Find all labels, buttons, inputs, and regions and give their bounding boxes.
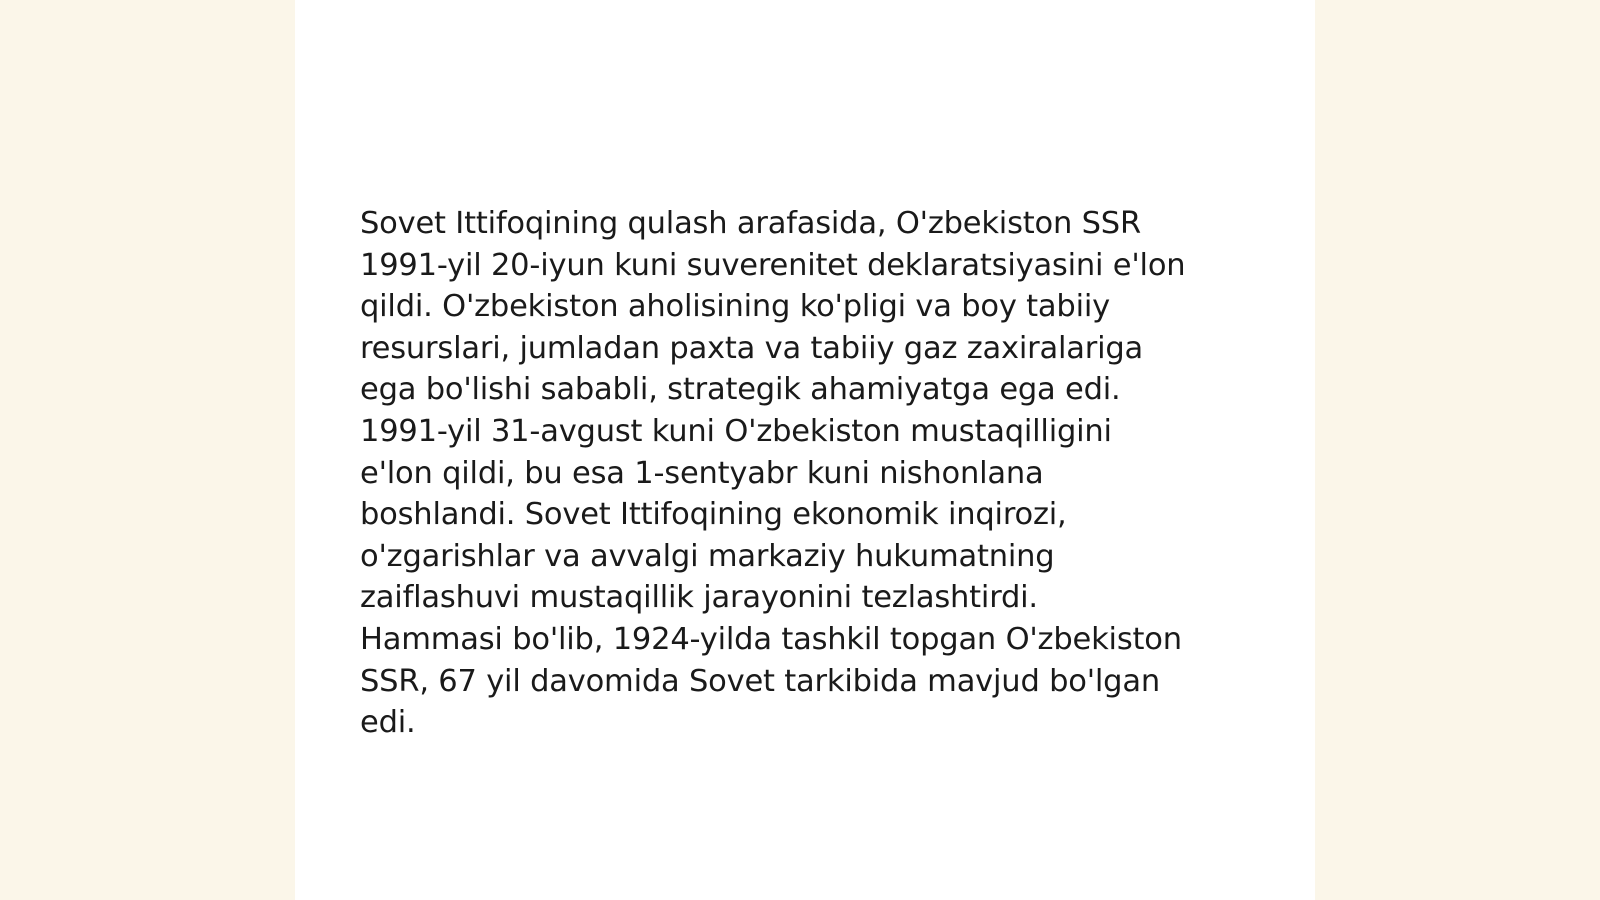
paragraph-line: 1991-yil 20-iyun kuni suverenitet deklaratsiyasini e'lon (360, 247, 1186, 283)
paragraph-line: qildi. O'zbekiston aholisining ko'pligi va boy tabiiy (360, 289, 1110, 325)
paragraph-line: boshlandi. Sovet Ittifoqining ekonomik inqirozi, (360, 497, 1067, 533)
body-paragraph (360, 203, 1255, 744)
paragraph-line: ega bo'lishi sababli, strategik ahamiyatga ega edi. (360, 372, 1121, 408)
document-page (295, 0, 1315, 900)
paragraph-line: resurslari, jumladan paxta va tabiiy gaz zaxiralariga (360, 330, 1144, 366)
paragraph-line: edi. (360, 705, 416, 741)
paragraph-line: zaiflashuvi mustaqillik jarayonini tezlashtirdi. (360, 580, 1038, 616)
paragraph-line: Hammasi bo'lib, 1924-yilda tashkil topgan O'zbekiston (360, 621, 1182, 657)
paragraph-line: e'lon qildi, bu esa 1-sentyabr kuni nishonlana (360, 455, 1044, 491)
paragraph-line: Sovet Ittifoqining qulash arafasida, O'zbekiston SSR (360, 206, 1141, 241)
paragraph-line: 1991-yil 31-avgust kuni O'zbekiston mustaqilligini (360, 413, 1112, 449)
paragraph-line: o'zgarishlar va avvalgi markaziy hukumatning (360, 538, 1055, 574)
paragraph-line: SSR, 67 yil davomida Sovet tarkibida mavjud bo'lgan (360, 663, 1160, 699)
